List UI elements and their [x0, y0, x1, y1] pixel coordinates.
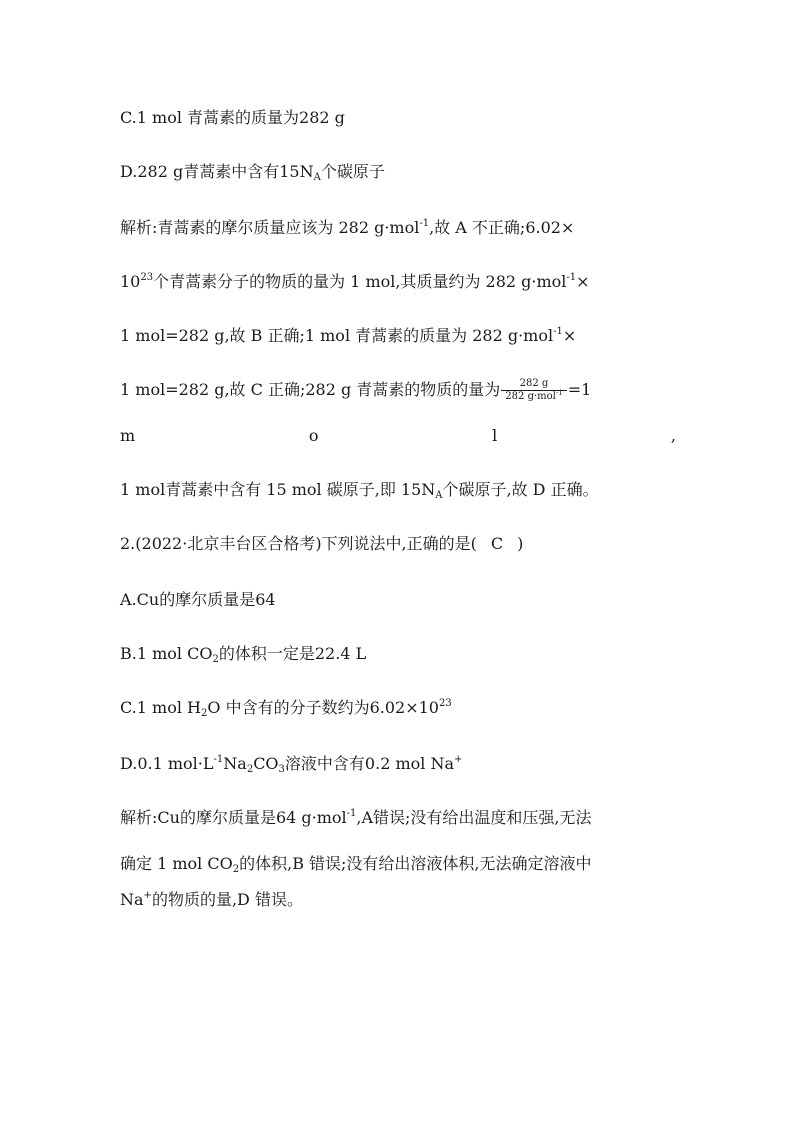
q1-analysis-line-6: 1 mol青蒿素中含有 15 mol 碳原子,即 $15N_A$个碳原子,故 D 正确。	[120, 480, 599, 501]
q1-analysis-line-1: 解析:青蒿素的摩尔质量应该为 282 g·mol$^{-1}$,故 A 不正确;6.02×	[120, 218, 575, 237]
q1-option-d: D.282 g青蒿素中含有$15N_A$个碳原子	[120, 162, 385, 183]
q1-option-c: C.1 mol 青蒿素的质量为282 g	[120, 108, 345, 127]
q2-analysis-line-2: 确定 1 mol $CO_2$的体积,B 错误;没有给出溶液体积,无法确定溶液中	[120, 854, 592, 875]
q2-option-a: A.Cu的摩尔质量是64	[120, 590, 276, 609]
q1-analysis-line-4: 1 mol=282 g,故 C 正确;282 g 青蒿素的物质的量为 $\frac{282 g}{282 g\cdot mol^{-1}}$ =1	[120, 378, 592, 402]
q2-answer: C	[490, 534, 504, 553]
q2-option-c: C.1 mol $H_2O$ 中含有的分子数约为$6.02\times 10^{23}$	[120, 698, 452, 719]
q1-analysis-line-2: $10^{23}$个青蒿素分子的物质的量为 1 mol,其质量约为 282 g·mol$^{-1}$×	[120, 272, 590, 291]
q2-analysis-line-3: Na+的物质的量,D 错误。	[120, 890, 303, 909]
q2-option-d: D.0.1 $mol\cdot L^{-1}Na_2CO_3$溶液中含有0.2 mol Na+	[120, 754, 463, 775]
moles-fraction: $\frac{282 g}{282 g\cdot mol^{-1}}$	[501, 378, 566, 403]
q2-option-b: B.1 mol $CO_2$的体积一定是22.4 L	[120, 644, 367, 665]
q2-analysis-line-1: 解析:Cu的摩尔质量是64 g·mol$^{-1}$,A错误;没有给出温度和压强,无法	[120, 808, 592, 827]
q1-analysis-line-3: 1 mol=282 g,故 B 正确;1 mol 青蒿素的质量为 282 g·mol$^{-1}$×	[120, 326, 577, 345]
q2-stem: 2.(2022·北京丰台区合格考)下列说法中,正确的是( C )	[120, 534, 524, 553]
q1-analysis-line-5: m o l ,	[120, 426, 676, 445]
